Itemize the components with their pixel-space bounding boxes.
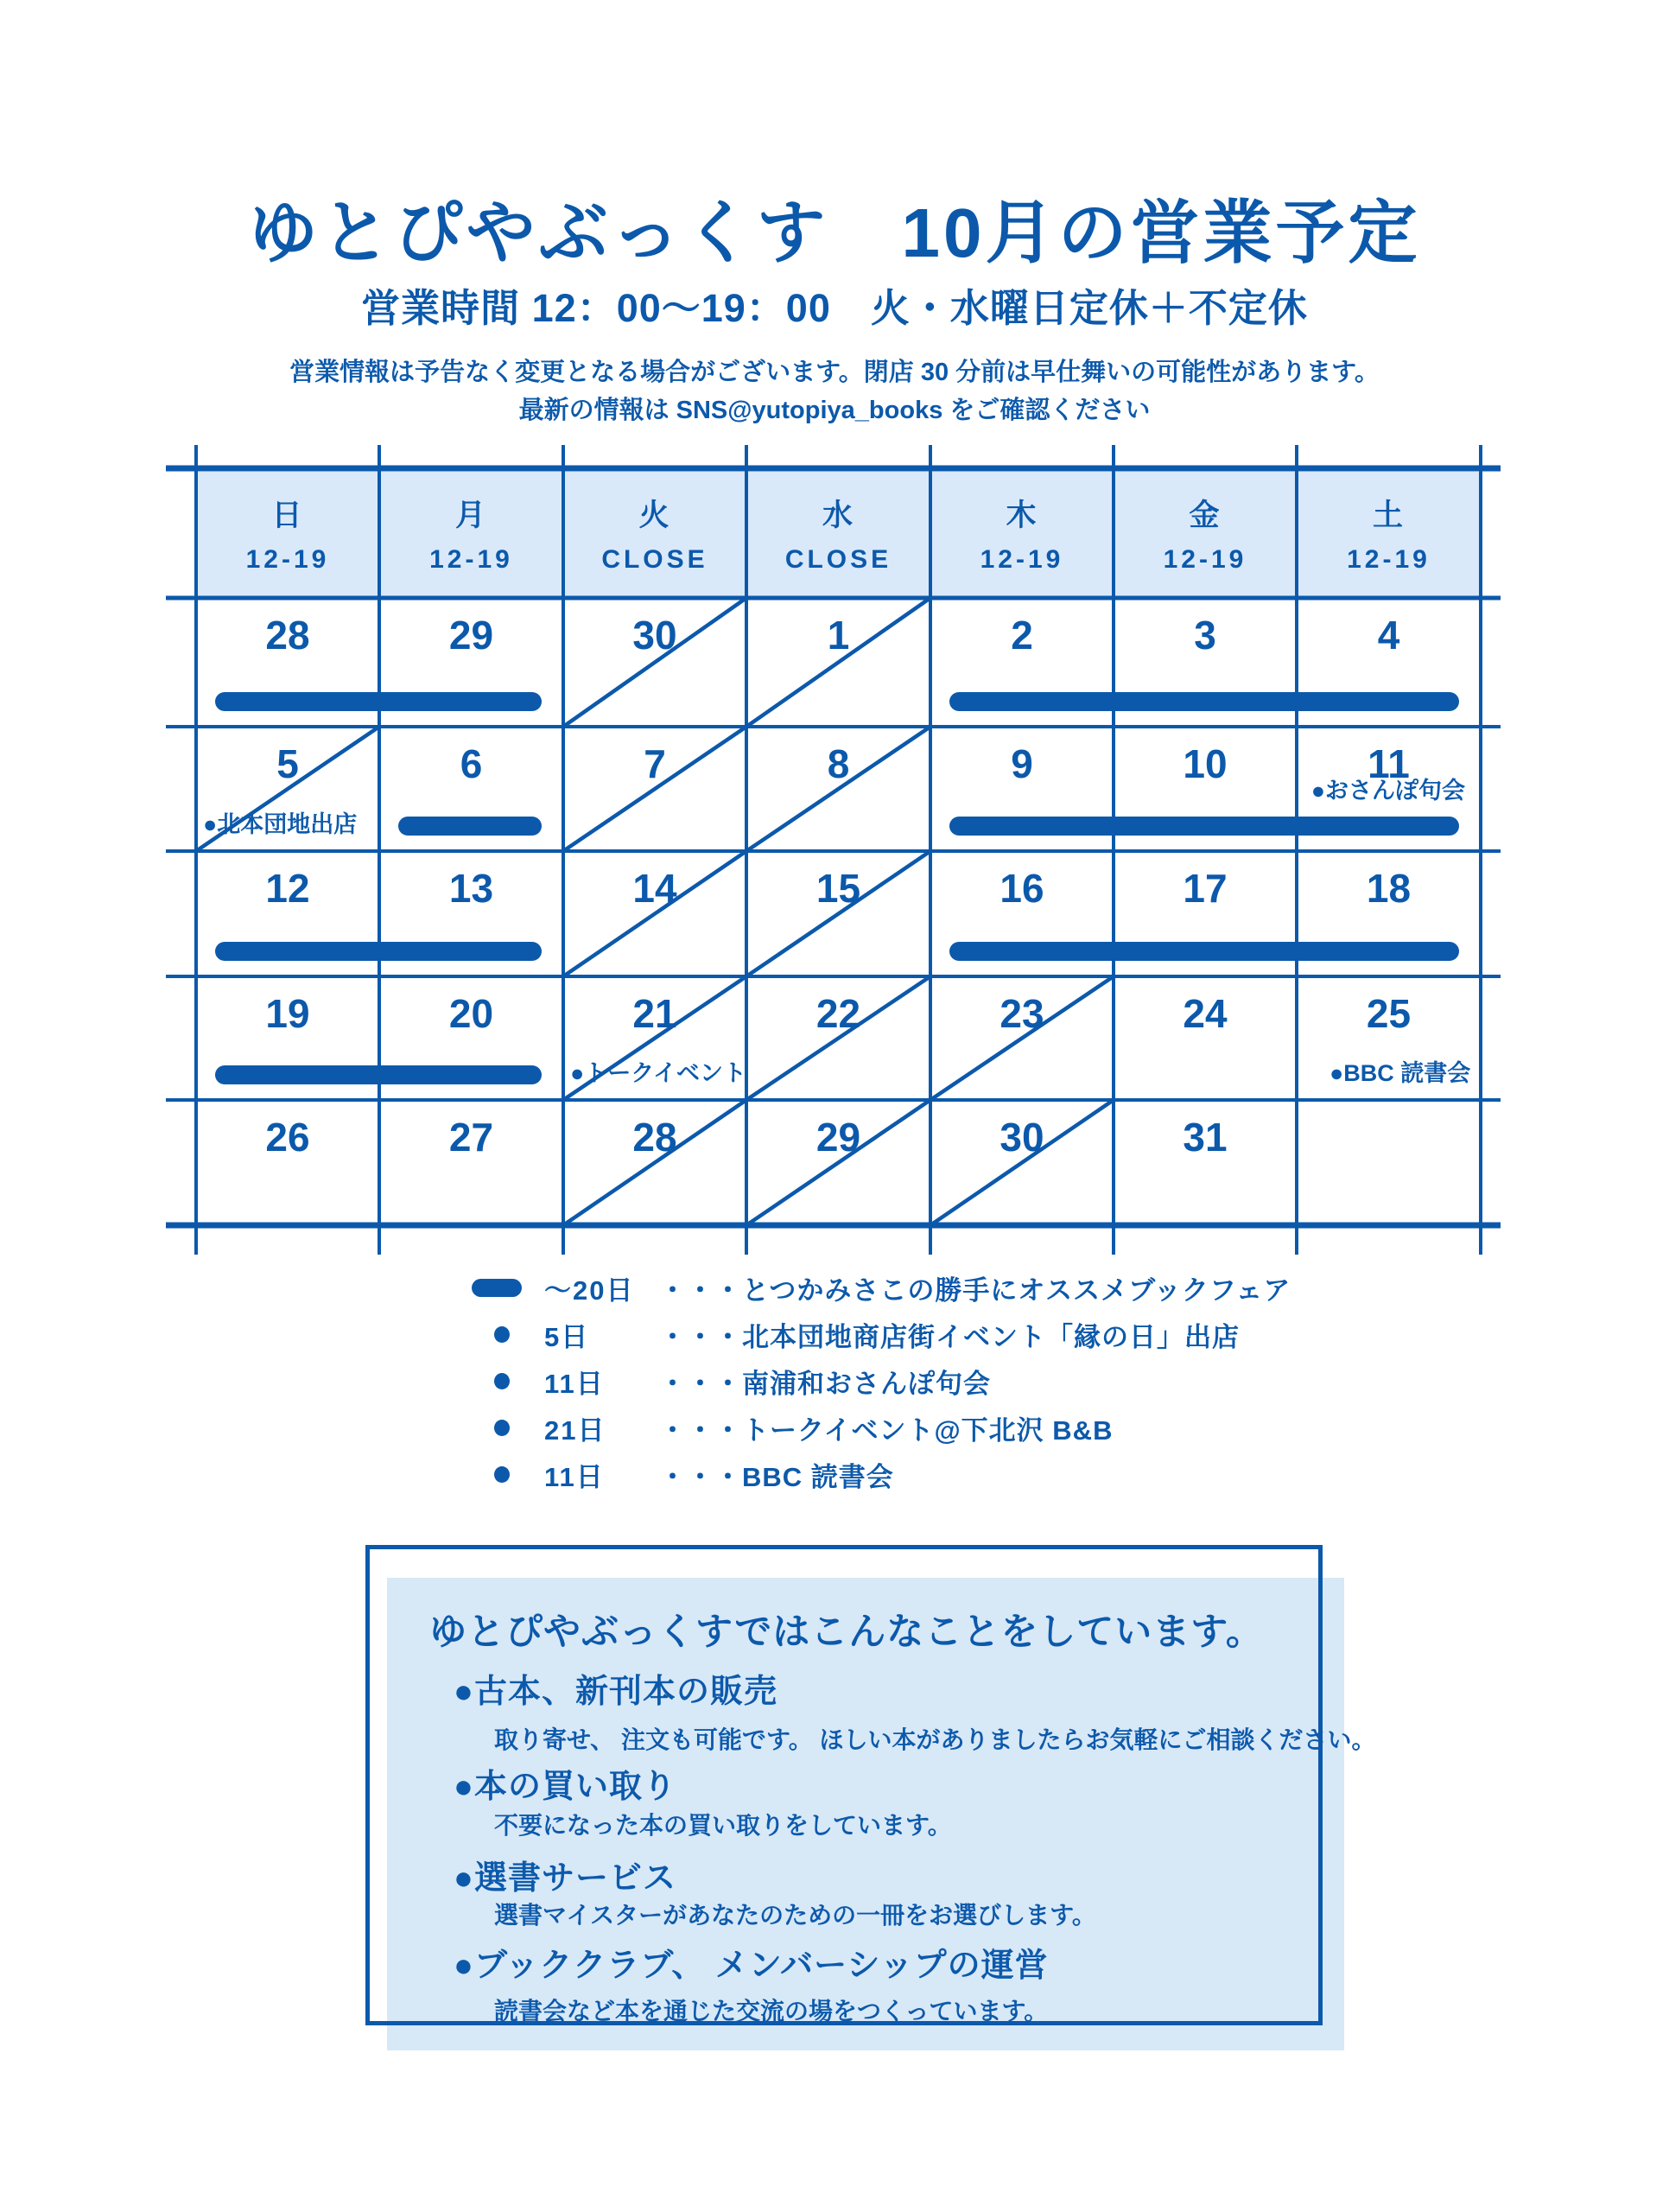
calendar-date: 15 [815, 866, 861, 911]
legend-day: 5日 [544, 1321, 590, 1352]
service-heading: ●本の買い取り [454, 1769, 676, 1805]
legend-day: ～20日 [544, 1274, 635, 1306]
calendar-date: 18 [1366, 866, 1412, 911]
weekday-hours: 12-19 [1163, 545, 1247, 574]
calendar-date: 16 [999, 866, 1044, 911]
service-heading: ●古本、新刊本の販売 [454, 1674, 777, 1710]
weekday-label: 木 [1006, 499, 1038, 532]
calendar-event-note: ●トークイベント [570, 1060, 746, 1086]
weekday-header-cell [381, 472, 562, 594]
calendar-date: 10 [1183, 741, 1228, 786]
page-title: ゆとぴやぶっくす 10月の営業予定 [248, 194, 1421, 271]
weekday-hours: CLOSE [601, 545, 708, 574]
calendar-date: 31 [1183, 1115, 1228, 1160]
book-fair-bar [949, 817, 1459, 836]
info-box-border [365, 1545, 1323, 2025]
business-hours-subtitle: 営業時間 12：00～19：00 火・水曜日定休＋不定休 [361, 286, 1308, 330]
calendar-date: 30 [632, 613, 677, 658]
calendar-date: 14 [632, 866, 677, 911]
service-heading: ●選書サービス [454, 1860, 676, 1897]
weekday-hours: CLOSE [784, 545, 892, 574]
calendar-date: 24 [1183, 991, 1228, 1036]
legend-day: 21日 [544, 1414, 606, 1446]
calendar-event-note: ●BBC 読書会 [1329, 1060, 1471, 1086]
weekday-label: 金 [1189, 499, 1222, 532]
calendar-date: 11 [1368, 741, 1410, 786]
legend-day: 11日 [544, 1368, 605, 1399]
weekday-label: 水 [822, 499, 854, 532]
legend-description: ・・・南浦和おさんぽ句会 [659, 1368, 991, 1399]
calendar-date: 2 [1011, 613, 1033, 658]
notice-line-2: 最新の情報は SNS@yutopiya_books をご確認ください [518, 397, 1151, 424]
legend-day: 11日 [544, 1461, 605, 1492]
calendar-date: 13 [448, 866, 494, 911]
book-fair-bar [949, 942, 1459, 961]
calendar-date: 12 [265, 866, 310, 911]
service-description: 不要になった本の買い取りをしています。 [494, 1812, 952, 1839]
calendar-date: 17 [1183, 866, 1228, 911]
calendar-event-note: ●おさんぽ句会 [1310, 778, 1465, 804]
calendar-date: 20 [448, 991, 494, 1036]
calendar-date: 22 [815, 991, 861, 1036]
calendar-date: 29 [448, 613, 494, 658]
calendar-date: 19 [265, 991, 310, 1036]
weekday-hours: 12-19 [245, 545, 330, 574]
weekday-hours: 12-19 [1347, 545, 1431, 574]
weekday-label: 月 [454, 499, 487, 532]
calendar-date: 28 [632, 1115, 677, 1160]
book-fair-bar [949, 692, 1459, 711]
calendar-date: 23 [999, 991, 1044, 1036]
calendar-date: 1 [827, 613, 850, 658]
notice-line-1: 営業情報は予告なく変更となる場合がございます。閉店 30 分前は早仕舞いの可能性があります。 [289, 359, 1380, 386]
service-heading: ●ブッククラブ、 メンバーシップの運営 [454, 1948, 1049, 1984]
book-fair-bar [398, 817, 542, 836]
book-fair-bar [215, 942, 542, 961]
weekday-header-cell [1115, 472, 1295, 594]
book-fair-bar [215, 1065, 542, 1084]
weekday-hours: 12-19 [980, 545, 1064, 574]
calendar-date: 8 [827, 741, 850, 786]
calendar-date: 26 [265, 1115, 310, 1160]
legend-description: ・・・北本団地商店街イベント「縁の日」出店 [659, 1321, 1240, 1352]
book-fair-bar [215, 692, 542, 711]
calendar-date: 27 [448, 1115, 494, 1160]
weekday-hours: 12-19 [429, 545, 513, 574]
legend-description: ・・・トークイベント@下北沢 B&B [659, 1414, 1114, 1446]
calendar-date: 5 [276, 741, 299, 786]
calendar-date: 7 [644, 741, 666, 786]
weekday-label: 土 [1372, 499, 1405, 532]
service-description: 取り寄せ、 注文も可能です。 ほしい本がありましたらお気軽にご相談ください。 [494, 1726, 1376, 1753]
calendar-date: 21 [632, 991, 677, 1036]
weekday-header-cell [748, 472, 929, 594]
calendar-date: 3 [1194, 613, 1216, 658]
weekday-label: 火 [638, 499, 671, 532]
service-description: 読書会など本を通じた交流の場をつくっています。 [494, 1998, 1049, 2024]
calendar-date: 9 [1011, 741, 1033, 786]
calendar-date: 4 [1377, 613, 1400, 658]
weekday-header-cell [1298, 472, 1479, 594]
weekday-header-cell [565, 472, 745, 594]
legend-description: ・・・BBC 読書会 [659, 1461, 894, 1492]
calendar-date: 28 [265, 613, 310, 658]
weekday-header-cell [932, 472, 1112, 594]
weekday-label: 日 [271, 499, 304, 532]
weekday-header-cell [198, 472, 378, 594]
calendar-date: 30 [999, 1115, 1044, 1160]
calendar-date: 25 [1366, 991, 1412, 1036]
calendar-date: 29 [815, 1115, 861, 1160]
service-description: 選書マイスターがあなたのための一冊をお選びします。 [494, 1902, 1096, 1929]
legend-description: ・・・とつかみさこの勝手にオススメブックフェア [659, 1274, 1291, 1306]
calendar-date: 6 [460, 741, 483, 786]
calendar-event-note: ●北本団地出店 [203, 811, 358, 837]
info-box-title: ゆとぴやぶっくすではこんなことをしています。 [429, 1611, 1264, 1653]
